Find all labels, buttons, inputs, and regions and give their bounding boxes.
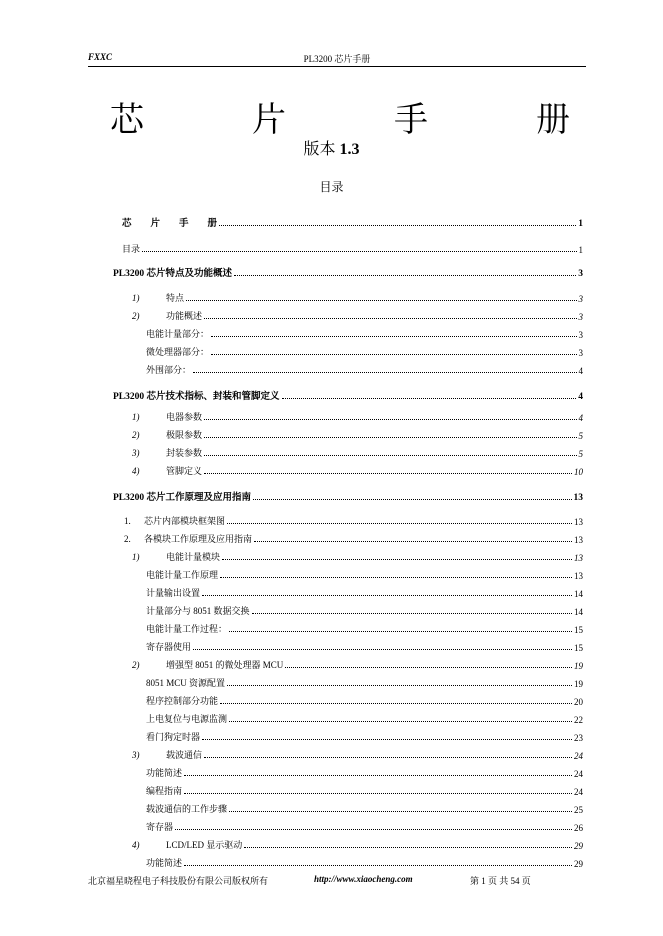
header-doc-title: PL3200 芯片手册 bbox=[303, 54, 371, 64]
toc-leader-dots bbox=[220, 703, 572, 704]
toc-leader-dots bbox=[175, 829, 572, 830]
toc-entry-text: 编程指南 bbox=[146, 786, 183, 796]
title-char: 册 bbox=[536, 100, 570, 140]
toc-entry-page: 29 bbox=[574, 859, 583, 869]
toc-entry-page: 24 bbox=[574, 751, 583, 761]
title-char: 手 bbox=[394, 100, 428, 140]
toc-entry-page: 15 bbox=[574, 643, 583, 653]
toc-entry-text: 8051 MCU 资源配置 bbox=[146, 678, 226, 688]
toc-entry-page: 25 bbox=[574, 805, 583, 815]
toc-entry-number: 2) bbox=[132, 430, 140, 440]
toc-entry-page: 3 bbox=[578, 330, 583, 340]
toc-entry-page: 15 bbox=[574, 625, 583, 635]
toc-entry-label bbox=[132, 838, 242, 851]
toc-entry[interactable] bbox=[122, 241, 583, 255]
toc-entry-text: 计量输出设置 bbox=[146, 588, 201, 598]
toc-entry-label bbox=[113, 489, 251, 503]
toc-entry-text: 芯 片 手 册 bbox=[122, 219, 218, 229]
toc-entry-label bbox=[146, 730, 200, 743]
toc-entry-page: 3 bbox=[578, 269, 583, 279]
toc-entry[interactable] bbox=[124, 531, 583, 545]
toc-entry-page: 13 bbox=[574, 571, 583, 581]
toc-entry-page: 5 bbox=[578, 431, 583, 441]
toc-entry-page: 10 bbox=[574, 467, 583, 477]
toc-entry-label bbox=[132, 291, 184, 304]
toc-entry-label bbox=[146, 586, 200, 599]
toc-leader-dots bbox=[220, 577, 572, 578]
toc-entry[interactable] bbox=[113, 388, 583, 402]
toc-entry[interactable] bbox=[122, 215, 583, 229]
toc-leader-dots bbox=[244, 847, 572, 848]
toc-entry[interactable] bbox=[146, 585, 583, 599]
toc-entry[interactable] bbox=[132, 308, 583, 322]
toc-entry-number: 1) bbox=[132, 552, 140, 562]
toc-entry[interactable] bbox=[113, 489, 583, 503]
toc-entry-number: 2) bbox=[132, 311, 140, 321]
toc-entry-text: 极限参数 bbox=[166, 430, 203, 440]
toc-entry[interactable] bbox=[146, 639, 583, 653]
toc-entry-page: 3 bbox=[578, 294, 583, 304]
toc-entry-label bbox=[132, 446, 202, 459]
toc-entry-text: 特点 bbox=[166, 293, 185, 303]
toc-entry-label bbox=[146, 712, 227, 725]
toc-leader-dots bbox=[252, 613, 572, 614]
toc-entry-number: 2. bbox=[124, 534, 131, 544]
toc-entry-label bbox=[132, 658, 283, 671]
toc-entry-text: 电能计量部分： bbox=[146, 329, 210, 339]
toc-leader-dots bbox=[204, 455, 576, 456]
toc-leader-dots bbox=[254, 541, 572, 542]
toc-entry-text: 寄存器 bbox=[146, 822, 174, 832]
toc-entry-page: 5 bbox=[578, 449, 583, 459]
toc-entry[interactable] bbox=[146, 567, 583, 581]
toc-entry-text: 各模块工作原理及应用指南 bbox=[144, 534, 253, 544]
toc-leader-dots bbox=[229, 721, 572, 722]
toc-entry[interactable] bbox=[132, 657, 583, 671]
toc-entry-label bbox=[132, 748, 202, 761]
toc-leader-dots bbox=[193, 372, 576, 373]
toc-entry-page: 4 bbox=[578, 413, 583, 423]
toc-entry-text: 功能简述 bbox=[146, 768, 183, 778]
toc-leader-dots bbox=[202, 739, 572, 740]
footer-copyright: 北京福星晓程电子科技股份有限公司版权所有 bbox=[88, 876, 269, 886]
toc-entry[interactable] bbox=[146, 326, 583, 340]
toc-leader-dots bbox=[282, 398, 577, 399]
toc-leader-dots bbox=[184, 775, 572, 776]
toc-leader-dots bbox=[229, 631, 572, 632]
toc-entry[interactable] bbox=[146, 783, 583, 797]
toc-entry-page: 3 bbox=[578, 348, 583, 358]
toc-entry-text: 电器参数 bbox=[166, 412, 203, 422]
toc-entry-page: 1 bbox=[578, 245, 583, 255]
page-header bbox=[88, 52, 586, 67]
version-label: 版本 bbox=[303, 141, 336, 158]
toc-entry-text: 增强型 8051 的微处理器 MCU bbox=[166, 660, 284, 670]
toc-entry-number: 1) bbox=[132, 412, 140, 422]
toc-entry[interactable] bbox=[146, 801, 583, 815]
toc-entry-page: 4 bbox=[578, 392, 583, 402]
toc-leader-dots bbox=[193, 649, 572, 650]
toc-entry-label bbox=[132, 428, 202, 441]
toc-entry-page: 4 bbox=[578, 366, 583, 376]
toc-entry-label bbox=[122, 215, 217, 229]
toc-entry[interactable] bbox=[132, 290, 583, 304]
toc-entry-page: 24 bbox=[574, 787, 583, 797]
toc-entry-label bbox=[146, 766, 182, 779]
toc-entry-page: 3 bbox=[578, 312, 583, 322]
toc-entry-label bbox=[113, 265, 232, 279]
toc-entry-text: 芯片内部模块框架图 bbox=[144, 516, 226, 526]
toc-entry-text: 寄存器使用 bbox=[146, 642, 192, 652]
toc-entry-label bbox=[146, 784, 182, 797]
toc-entry-text: 载波通信 bbox=[166, 750, 203, 760]
toc-leader-dots bbox=[222, 559, 572, 560]
toc-entry[interactable] bbox=[146, 621, 583, 635]
toc-entry[interactable] bbox=[132, 409, 583, 423]
toc-entry-label bbox=[146, 345, 209, 358]
title-char: 芯 bbox=[110, 100, 144, 140]
toc-entry-text: 电能计量工作原理 bbox=[146, 570, 219, 580]
toc-entry-label bbox=[124, 514, 225, 527]
toc-leader-dots bbox=[204, 419, 576, 420]
toc-leader-dots bbox=[186, 300, 576, 301]
toc-leader-dots bbox=[211, 336, 576, 337]
toc-entry-text: PL3200 芯片技术指标、封装和管脚定义 bbox=[113, 392, 280, 402]
toc-leader-dots bbox=[204, 473, 572, 474]
toc-leader-dots bbox=[142, 251, 576, 252]
toc-entry-text: 上电复位与电源监测 bbox=[146, 714, 228, 724]
toc-entry-page: 24 bbox=[574, 769, 583, 779]
toc-entry-number: 1) bbox=[132, 293, 140, 303]
toc-entry[interactable] bbox=[146, 344, 583, 358]
toc-entry-page: 13 bbox=[574, 517, 583, 527]
toc-entry-label bbox=[146, 363, 191, 376]
footer-page-info: 第 1 页 共 54 页 bbox=[470, 876, 531, 886]
toc-entry[interactable] bbox=[132, 427, 583, 441]
toc-entry[interactable] bbox=[132, 445, 583, 459]
toc-leader-dots bbox=[253, 499, 571, 500]
toc-entry-text: 目录 bbox=[122, 244, 141, 254]
toc-entry-number: 2) bbox=[132, 660, 140, 670]
document-title bbox=[110, 92, 570, 142]
company-logo: FXXC bbox=[88, 52, 113, 62]
toc-entry-text: 封装参数 bbox=[166, 448, 203, 458]
toc-entry-label bbox=[124, 532, 252, 545]
toc-entry-page: 20 bbox=[574, 697, 583, 707]
toc-entry-label bbox=[146, 604, 250, 617]
toc-entry-number: 1. bbox=[124, 516, 131, 526]
toc-entry-label bbox=[146, 568, 218, 581]
toc-entry-text: 电能计量模块 bbox=[166, 552, 221, 562]
toc-entry-text: 外围部分： bbox=[146, 365, 192, 375]
toc-entry-number: 4) bbox=[132, 466, 140, 476]
toc-leader-dots bbox=[211, 354, 576, 355]
toc-leader-dots bbox=[202, 595, 572, 596]
toc-entry[interactable] bbox=[132, 549, 583, 563]
toc-entry[interactable] bbox=[113, 265, 583, 279]
toc-entry-text: 电能计量工作过程： bbox=[146, 624, 228, 634]
toc-entry-text: 管脚定义 bbox=[166, 466, 203, 476]
version-line bbox=[0, 136, 663, 159]
toc-leader-dots bbox=[227, 523, 572, 524]
toc-entry-page: 23 bbox=[574, 733, 583, 743]
toc-entry-text: 功能简述 bbox=[146, 858, 183, 868]
toc-leader-dots bbox=[184, 793, 572, 794]
toc-entry-page: 14 bbox=[574, 607, 583, 617]
toc-entry-label bbox=[113, 388, 280, 402]
toc-entry[interactable] bbox=[146, 855, 583, 869]
toc-entry-number: 3) bbox=[132, 750, 140, 760]
toc-entry[interactable] bbox=[146, 603, 583, 617]
toc-leader-dots bbox=[204, 757, 572, 758]
toc-entry-text: LCD/LED 显示驱动 bbox=[166, 840, 243, 850]
toc-entry-label bbox=[146, 820, 173, 833]
toc-leader-dots bbox=[234, 275, 576, 276]
toc-leader-dots bbox=[285, 667, 572, 668]
toc-entry-page: 19 bbox=[574, 679, 583, 689]
toc-leader-dots bbox=[204, 437, 576, 438]
toc-entry-page: 29 bbox=[574, 841, 583, 851]
toc-entry[interactable] bbox=[132, 463, 583, 477]
toc-entry-text: 功能概述 bbox=[166, 311, 203, 321]
toc-entry-page: 26 bbox=[574, 823, 583, 833]
toc-entry-label bbox=[122, 242, 140, 255]
toc-entry-label bbox=[132, 550, 220, 563]
title-char: 片 bbox=[252, 100, 286, 140]
toc-entry[interactable] bbox=[132, 837, 583, 851]
toc-entry-label bbox=[146, 694, 218, 707]
toc-heading: 目录 bbox=[319, 180, 344, 194]
toc-entry-text: PL3200 芯片特点及功能概述 bbox=[113, 269, 233, 279]
toc-entry[interactable] bbox=[132, 747, 583, 761]
toc-entry-label bbox=[146, 327, 209, 340]
toc-entry[interactable] bbox=[146, 765, 583, 779]
toc-entry-text: 看门狗定时器 bbox=[146, 732, 201, 742]
toc-leader-dots bbox=[204, 318, 576, 319]
toc-entry[interactable] bbox=[146, 362, 583, 376]
toc-entry-page: 1 bbox=[578, 219, 583, 229]
footer-url[interactable]: http://www.xiaocheng.com bbox=[314, 874, 413, 884]
toc-entry-label bbox=[146, 676, 225, 689]
toc-entry-text: 程序控制部分功能 bbox=[146, 696, 219, 706]
toc-leader-dots bbox=[219, 225, 576, 226]
toc-entry-text: 微处理器部分： bbox=[146, 347, 210, 357]
version-number: 1.3 bbox=[339, 141, 360, 158]
toc-entry[interactable] bbox=[146, 729, 583, 743]
toc-entry-label bbox=[132, 410, 202, 423]
toc-entry-label bbox=[146, 640, 191, 653]
toc-entry[interactable] bbox=[124, 513, 583, 527]
toc-entry-text: 载波通信的工作步骤 bbox=[146, 804, 228, 814]
toc-entry-label bbox=[132, 309, 202, 322]
toc-entry-label bbox=[146, 622, 227, 635]
toc-entry-page: 14 bbox=[574, 589, 583, 599]
toc-entry-text: 计量部分与 8051 数据交换 bbox=[146, 606, 250, 616]
toc-entry[interactable] bbox=[146, 711, 583, 725]
toc-entry-label bbox=[132, 464, 202, 477]
toc-entry[interactable] bbox=[146, 675, 583, 689]
toc-entry-text: PL3200 芯片工作原理及应用指南 bbox=[113, 493, 252, 503]
toc-leader-dots bbox=[227, 685, 572, 686]
toc-entry-label bbox=[146, 802, 227, 815]
toc-entry-number: 4) bbox=[132, 840, 140, 850]
toc-entry-page: 13 bbox=[573, 493, 583, 503]
toc-entry-page: 19 bbox=[574, 661, 583, 671]
toc-entry[interactable] bbox=[146, 693, 583, 707]
toc-entry[interactable] bbox=[146, 819, 583, 833]
toc-entry-label bbox=[146, 856, 182, 869]
toc-entry-page: 13 bbox=[574, 535, 583, 545]
toc-leader-dots bbox=[229, 811, 572, 812]
toc-leader-dots bbox=[184, 865, 572, 866]
toc-entry-page: 13 bbox=[574, 553, 583, 563]
toc-entry-page: 22 bbox=[574, 715, 583, 725]
toc-entry-number: 3) bbox=[132, 448, 140, 458]
